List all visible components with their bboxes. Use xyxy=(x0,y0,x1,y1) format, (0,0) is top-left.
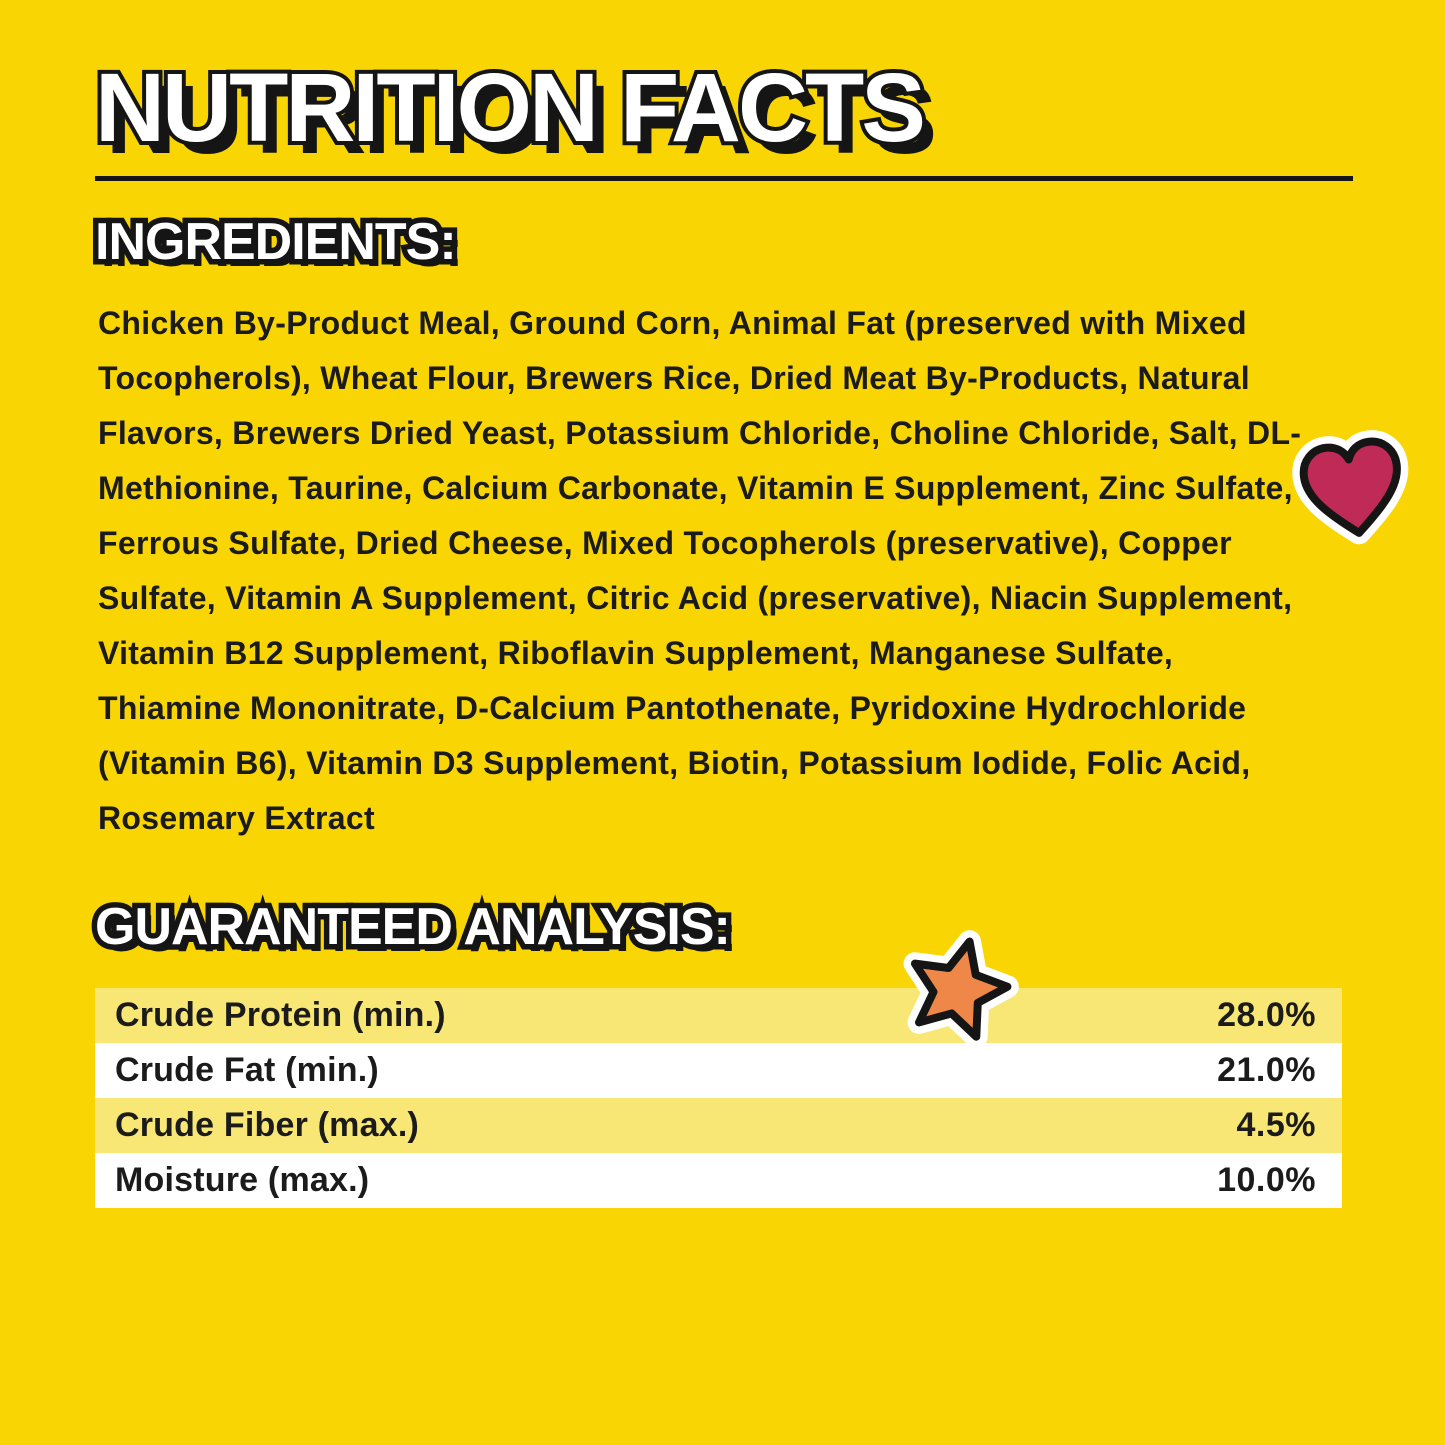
row-value: 4.5% xyxy=(1236,1106,1316,1145)
nutrition-label xyxy=(95,0,1345,1208)
ingredients-heading: INGREDIENTS: INGREDIENTS: xyxy=(95,213,1345,273)
row-value: 10.0% xyxy=(1217,1161,1316,1200)
guaranteed-analysis-table xyxy=(95,988,1342,1208)
table-row xyxy=(95,1098,1342,1153)
page-title: NUTRITION FACTS NUTRITION FACTS xyxy=(95,55,1345,162)
guaranteed-analysis-heading: GUARANTEED ANALYSIS: GUARANTEED ANALYSIS: xyxy=(95,898,1345,958)
ingredients-text: Chicken By-Product Meal, Ground Corn, Animal Fat (preserved with Mixed Tocopherols), Wheat Flour, Brewers Rice, Dried Meat By-Products, Natural Flavors, Brewers Dried Yeast, Potassium Chloride, Choline Chloride, Salt, DL-Methionine, Taurine, Calcium Carbonate, Vitamin E Supplement, Zinc Sulfate, Ferrous Sulfate, Dried Cheese, Mixed Tocopherols (preservative), Copper Sulfate, Vitamin A Supplement, Citric Acid (preservative), Niacin Supplement, Vitamin B12 Supplement, Riboflavin Supplement, Manganese Sulfate, Thiamine Mononitrate, D-Calcium Pantothenate, Pyridoxine Hydrochloride (Vitamin B6), Vitamin D3 Supplement, Biotin, Potassium Iodide, Folic Acid, Rosemary Extract xyxy=(98,305,1302,837)
row-label: Crude Fiber (max.) xyxy=(115,1106,419,1145)
row-label: Crude Protein (min.) xyxy=(115,996,446,1035)
row-label: Moisture (max.) xyxy=(115,1161,370,1200)
table-row xyxy=(95,988,1342,1043)
table-row xyxy=(95,1043,1342,1098)
heart-icon xyxy=(1289,426,1418,555)
divider xyxy=(95,176,1353,181)
row-label: Crude Fat (min.) xyxy=(115,1051,379,1090)
row-value: 28.0% xyxy=(1217,996,1316,1035)
table-row xyxy=(95,1153,1342,1208)
row-value: 21.0% xyxy=(1217,1051,1316,1090)
heart-shape xyxy=(1300,438,1405,539)
